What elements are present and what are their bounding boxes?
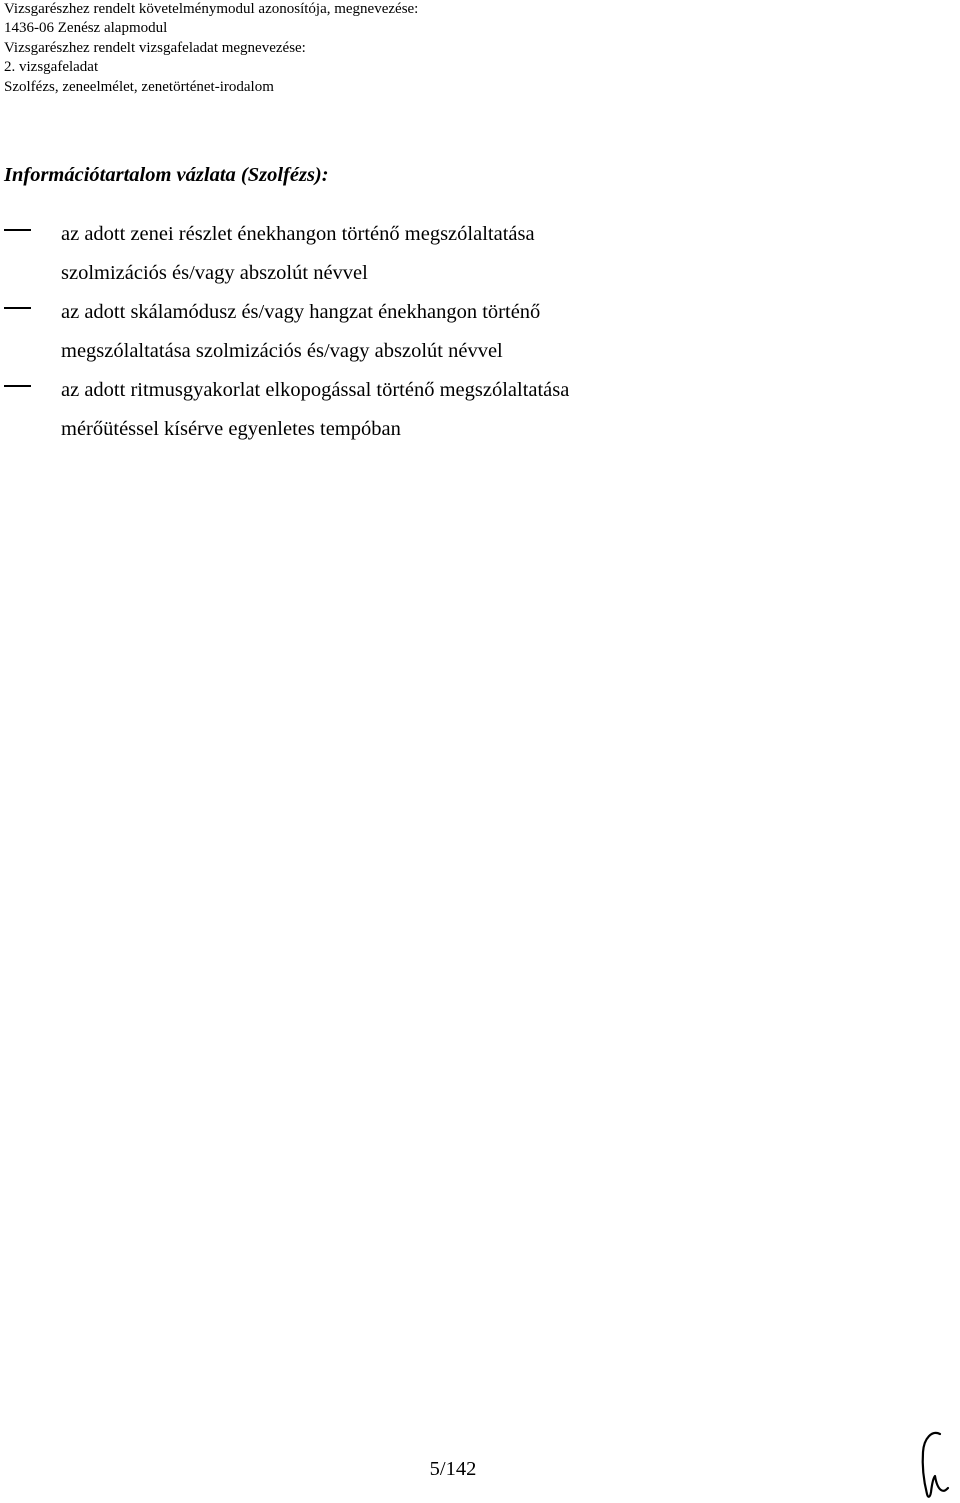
header-line-task-label: Vizsgarészhez rendelt vizsgafeladat megnevezése: — [4, 39, 306, 56]
document-header — [4, 0, 418, 97]
list-item — [0, 371, 960, 449]
list-item-line: mérőütéssel kísérve egyenletes tempóban — [61, 418, 401, 440]
list-item — [0, 293, 960, 371]
bullet-list — [0, 215, 960, 449]
header-line-module-label: Vizsgarészhez rendelt követelménymodul azonosítója, megnevezése: — [4, 1, 419, 17]
section-title: Információtartalom vázlata (Szolfézs): — [4, 164, 329, 186]
list-item-line: az adott zenei részlet énekhangon történő megszólaltatása — [61, 223, 535, 245]
header-line-task-number: 2. vizsgafeladat — [4, 59, 99, 76]
signature-icon — [918, 1428, 958, 1500]
list-item-line: az adott skálamódusz és/vagy hangzat énekhangon történő — [61, 301, 541, 323]
list-item-line: megszólaltatása szolmizációs és/vagy abszolút névvel — [61, 340, 503, 362]
list-item-line: az adott ritmusgyakorlat elkopogással történő megszólaltatása — [61, 379, 570, 401]
header-line-module-code: 1436-06 Zenész alapmodul — [4, 20, 168, 37]
header-line-task-name: Szolfézs, zeneelmélet, zenetörténet-irodalom — [4, 78, 274, 95]
page-number: 5/142 — [429, 1458, 477, 1480]
list-item — [0, 215, 960, 293]
dash-bullet-icon — [4, 307, 31, 309]
list-item-line: szolmizációs és/vagy abszolút névvel — [61, 262, 368, 284]
dash-bullet-icon — [4, 385, 31, 387]
dash-bullet-icon — [4, 229, 31, 231]
